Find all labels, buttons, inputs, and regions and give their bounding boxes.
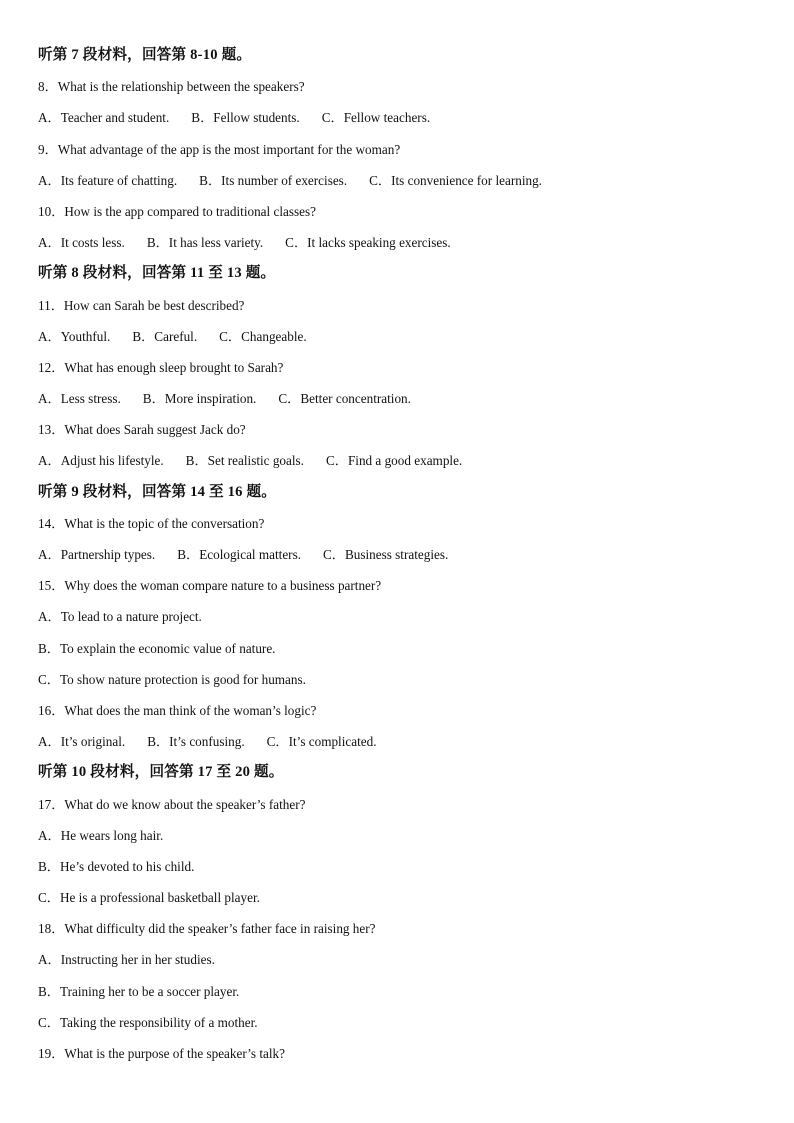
options-row <box>38 726 758 757</box>
options-row <box>38 165 758 196</box>
answer-option: B．Fellow students. <box>191 110 300 126</box>
answer-option: B．More inspiration. <box>142 391 257 407</box>
answer-option: C．It’s complicated. <box>266 734 377 750</box>
question-line: 18．What difficulty did the speaker’s father face in raising her? <box>38 921 376 937</box>
question-line: C．To show nature protection is good for humans. <box>38 671 306 687</box>
question-line: 10．How is the app compared to traditional classes? <box>38 203 316 219</box>
answer-option: C．Fellow teachers. <box>321 110 431 126</box>
answer-option: A．Partnership types. <box>38 547 156 562</box>
question-line: 12．What has enough sleep brought to Sarah? <box>38 359 284 375</box>
question-line: B．Training her to be a soccer player. <box>38 983 240 999</box>
answer-option: A．It’s original. <box>38 734 126 750</box>
options-row <box>38 227 758 258</box>
answer-option: A．Less stress. <box>38 391 121 407</box>
question-line: C．Taking the responsibility of a mother. <box>38 1014 258 1030</box>
section-heading: 听第 7 段材料，回答第 8-10 题。 <box>38 47 252 63</box>
question-line: 16．What does the man think of the woman’s logic? <box>38 702 317 718</box>
question-line: C．He is a professional basketball player. <box>38 890 260 906</box>
question-line: 11．How can Sarah be best described? <box>38 297 245 313</box>
answer-option: A．Youthful. <box>38 328 111 344</box>
answer-option: C．Better concentration. <box>278 391 411 407</box>
options-row <box>38 539 758 570</box>
answer-option: B．It’s confusing. <box>147 734 245 750</box>
question-line: 17．What do we know about the speaker’s father? <box>38 796 306 812</box>
exam-page <box>38 40 758 1069</box>
question-line: 15．Why does the woman compare nature to a business partner? <box>38 578 382 594</box>
question-line: 9．What advantage of the app is the most important for the woman? <box>38 141 401 157</box>
section-heading: 听第 10 段材料，回答第 17 至 20 题。 <box>38 764 284 781</box>
question-line: 14．What is the topic of the conversation? <box>38 515 265 531</box>
question-line: B．To explain the economic value of nature. <box>38 640 276 656</box>
answer-option: C．It lacks speaking exercises. <box>285 235 451 251</box>
section-heading: 听第 9 段材料，回答第 14 至 16 题。 <box>38 483 277 500</box>
answer-option: A．Its feature of chatting. <box>38 172 178 188</box>
question-line: 19．What is the purpose of the speaker’s talk? <box>38 1046 285 1061</box>
answer-option: C．Its convenience for learning. <box>369 172 542 188</box>
answer-option: C．Changeable. <box>219 328 307 344</box>
options-row <box>38 321 758 352</box>
question-line: 13．What does Sarah suggest Jack do? <box>38 422 246 438</box>
answer-option: B．Ecological matters. <box>177 547 301 562</box>
answer-option: B．Careful. <box>132 328 198 344</box>
answer-option: A．It costs less. <box>38 235 125 251</box>
answer-option: B．Its number of exercises. <box>199 172 348 188</box>
options-row <box>38 383 758 414</box>
question-line: 8．What is the relationship between the speakers? <box>38 79 305 95</box>
answer-option: A．Teacher and student. <box>38 110 170 126</box>
options-row <box>38 445 758 476</box>
question-line: A．To lead to a nature project. <box>38 609 202 625</box>
answer-option: A．Adjust his lifestyle. <box>38 453 164 469</box>
options-row <box>38 102 758 133</box>
question-line: A．Instructing her in her studies. <box>38 952 215 968</box>
section-heading: 听第 8 段材料，回答第 11 至 13 题。 <box>38 265 276 282</box>
answer-option: C．Business strategies. <box>323 547 449 562</box>
question-line: B．He’s devoted to his child. <box>38 858 195 874</box>
answer-option: B．It has less variety. <box>146 235 264 251</box>
answer-option: C．Find a good example. <box>325 453 463 469</box>
question-line: A．He wears long hair. <box>38 827 164 843</box>
answer-option: B．Set realistic goals. <box>185 453 304 469</box>
